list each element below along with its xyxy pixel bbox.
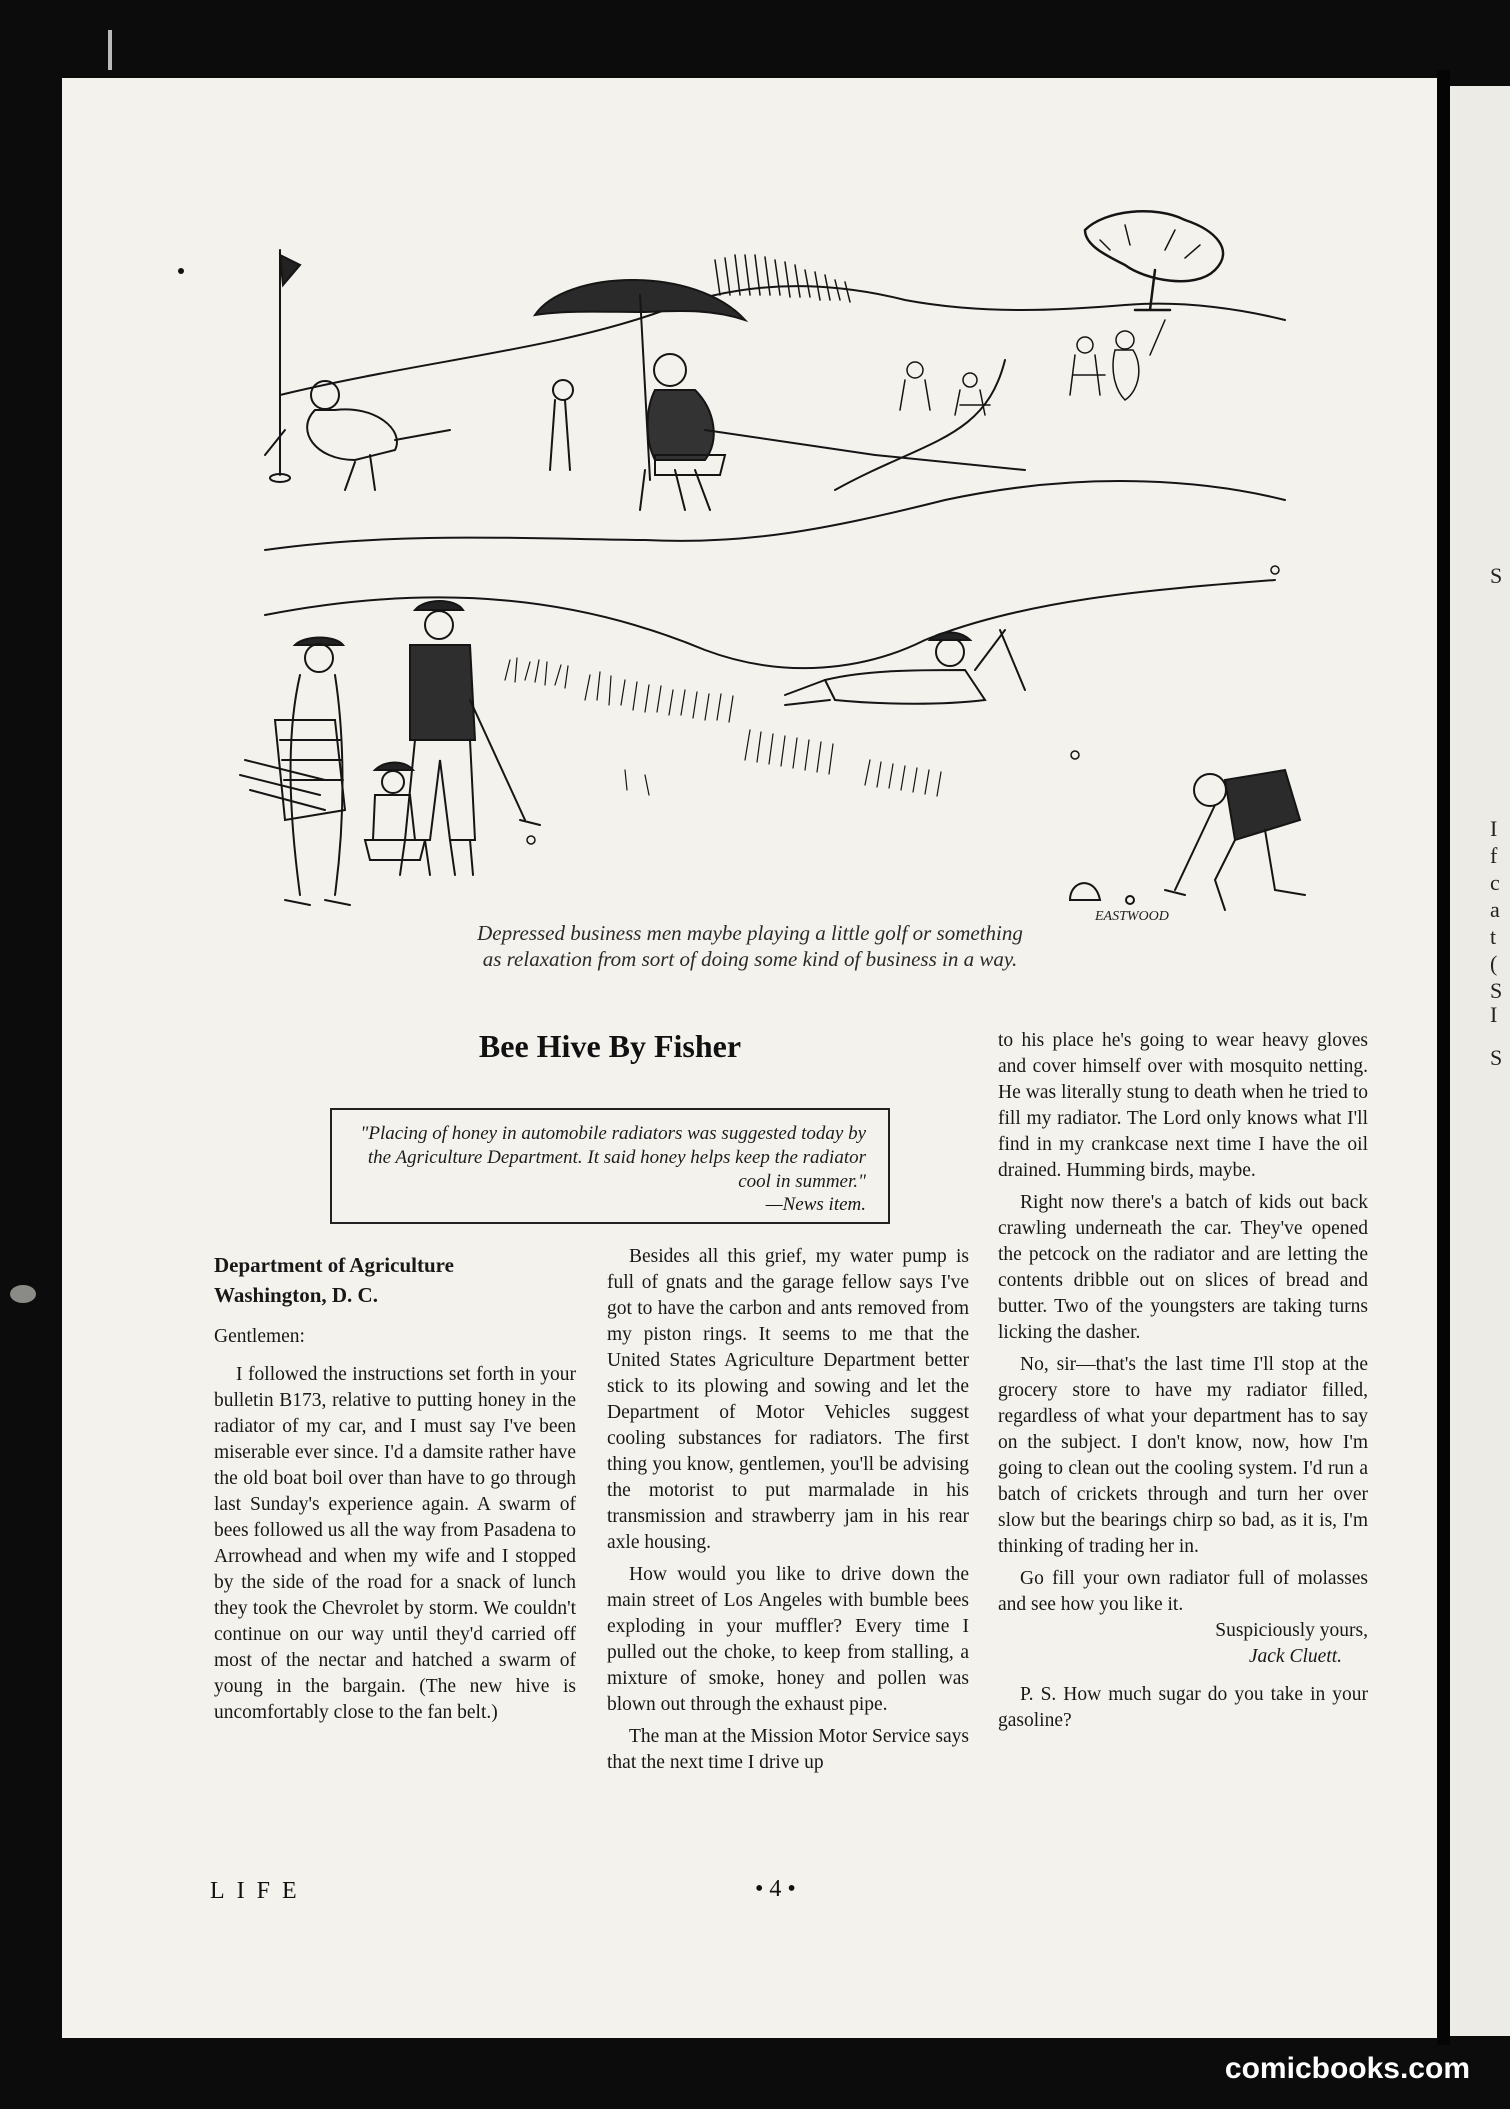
adjacent-page-letter: S — [1490, 978, 1503, 1003]
adjacent-page-letter: t — [1490, 924, 1497, 949]
adjacent-page-letter: ( — [1490, 951, 1498, 976]
paragraph: The man at the Mission Motor Service says that the next time I drive up — [607, 1726, 969, 1773]
caption-line: Depressed business men maybe playing a little golf or something — [477, 921, 1023, 945]
article-title: Bee Hive By Fisher — [478, 1028, 742, 1064]
bending-golfer — [1070, 770, 1305, 910]
bushes — [715, 255, 850, 302]
tree — [1085, 211, 1223, 310]
ink-dot — [178, 268, 184, 274]
illustration-caption — [300, 920, 1200, 972]
caddie-boy — [365, 763, 425, 861]
letter-address — [214, 1250, 576, 1310]
signoff: Suspiciously yours, — [1215, 1620, 1368, 1641]
article-column-1 — [214, 1250, 576, 1732]
distant-golfers — [900, 320, 1165, 415]
scan-edge-mark — [10, 1285, 36, 1303]
adjacent-page-letter: S — [1490, 563, 1503, 588]
adjacent-page-letter: I — [1490, 816, 1498, 841]
crawling-golfer — [265, 381, 450, 490]
news-quote-box — [330, 1108, 890, 1224]
umbrella-golfer — [535, 280, 1025, 510]
salutation: Gentlemen: — [214, 1326, 305, 1347]
paragraph: Go fill your own radiator full of molasses and see how you like it. — [998, 1568, 1368, 1615]
quote-text: "Placing of honey in automobile radiators was suggested today by the Agriculture Department. It said honey helps keep the radiator cool in summer." — [360, 1123, 866, 1192]
address-line: Washington, D. C. — [214, 1283, 378, 1307]
caption-line: as relaxation from sort of doing some kind of business in a way. — [482, 947, 1018, 971]
paragraph: Right now there's a batch of kids out back crawling underneath the car. They've opened the petcock on the radiator and are letting the contents dribble out on slices of bread and butter. Two of the youngsters are taking turns licking the dasher. — [998, 1192, 1368, 1343]
paragraph: I followed the instructions set forth in your bulletin B173, relative to putting honey in the radiator of my car, and I must say I've been miserable ever since. I'd a damsite rather have the old boat boil over than have to go through last Sunday's experience again. A swarm of bees followed us all the way from Pasadena to Arrowhead and when my wife and I stopped by the side of the road for a snack of lunch they took the Chevrolet by storm. We couldn't continue on our way until they'd carried off most of the nectar and hatched a swarm of young in the bargain. (The new hive is uncomfortably close to the fan belt.) — [214, 1364, 576, 1723]
page-number: • 4 • — [755, 1876, 796, 1902]
adjacent-page-letter: a — [1490, 897, 1500, 922]
paragraph: to his place he's going to wear heavy gloves and cover himself over with mosquito netting. He was literally stung to death when he tried to fill my radiator. The Lord only knows what I'll find in my crankcase next time I have the oil drained. Humming birds, maybe. — [998, 1030, 1368, 1181]
magazine-name: LIFE — [210, 1878, 309, 1904]
grass-tufts — [505, 658, 941, 796]
sweater-golfer — [400, 601, 540, 875]
postscript: P. S. How much sugar do you take in your gasoline? — [998, 1684, 1368, 1731]
paragraph: No, sir—that's the last time I'll stop at the grocery store to have my radiator filled, regardless of what your department has to say on the subject. I don't know, now, how I'm going to clean out the cooling system. I'd run a batch of crickets through and turn her over slow but the bearings chirp so bad, as it is, I'm thinking of trading her in. — [998, 1354, 1368, 1557]
golf-flag — [270, 250, 300, 482]
paragraph: How would you like to drive down the main street of Los Angeles with bumble bees exploding in your muffler? Every time I pulled out the choke, to keep from stalling, a mixture of smoke, honey and pollen was blown out through the exhaust pipe. — [607, 1564, 969, 1715]
address-line: Department of Agriculture — [214, 1253, 454, 1277]
adjacent-page-letter: c — [1490, 870, 1500, 895]
adjacent-page-letter: S — [1490, 1045, 1503, 1070]
quote-source: —News item. — [765, 1194, 866, 1215]
caddie-with-chair — [240, 638, 350, 906]
golf-balls — [527, 566, 1279, 844]
paragraph: Besides all this grief, my water pump is full of gnats and the garage fellow says I've got to have the carbon and ants removed from my piston rings. It seems to me that the United States Agriculture Department better stick to its plowing and sowing and let the Department of Motor Vehicles suggest cooling substances for radiators. The first thing you know, gentlemen, you'll be advising the motorist to put marmalade in his transmission and strawberry jam in his rear axle housing. — [607, 1246, 969, 1553]
site-watermark: comicbooks.com — [1224, 2052, 1470, 2085]
page-gutter — [1437, 70, 1450, 2045]
article-column-3 — [998, 1028, 1368, 1740]
golf-cartoon-illustration — [225, 200, 1365, 930]
article-column-2 — [607, 1244, 969, 1782]
scan-edge-mark — [108, 30, 112, 70]
artist-signature: EASTWOOD — [1095, 909, 1169, 924]
signature: Jack Cluett. — [1248, 1646, 1342, 1667]
adjacent-page-letter: I — [1490, 1002, 1498, 1027]
adjacent-page-letter: f — [1490, 843, 1498, 868]
